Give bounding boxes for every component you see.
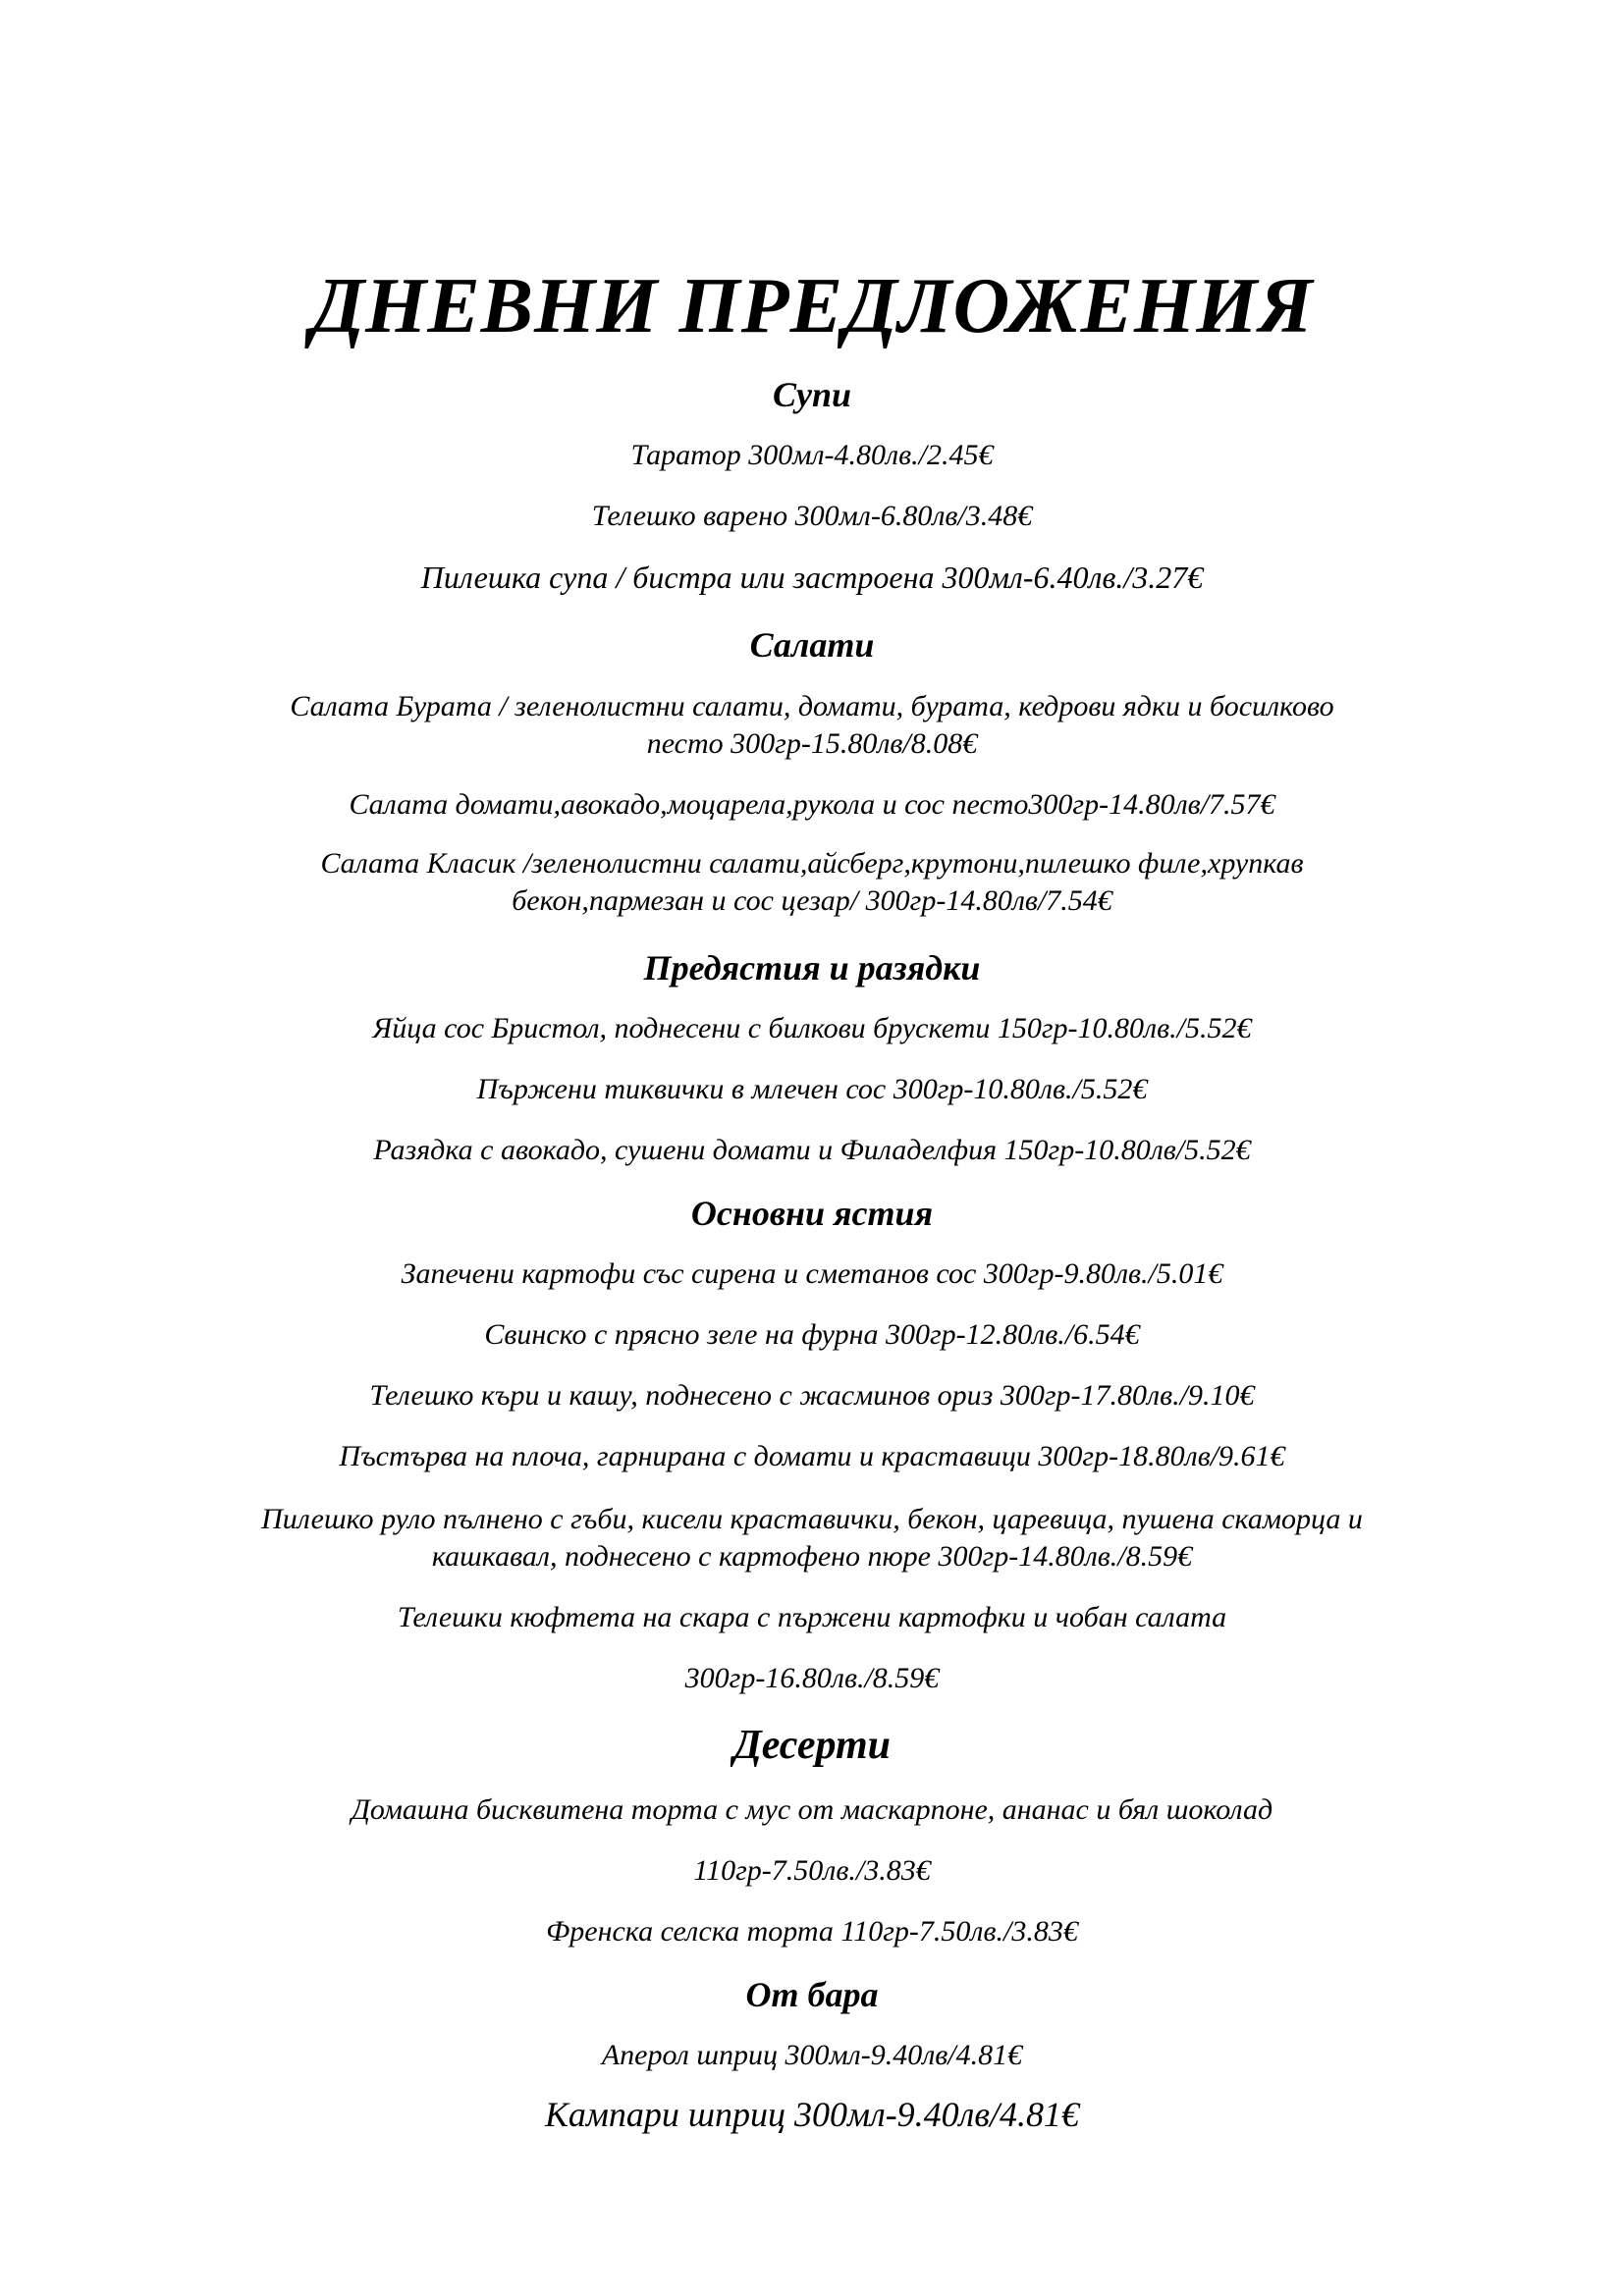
menu-item: кашкавал, поднесено с картофено пюре 300гр-14.80лв./8.59€ [431, 1540, 1193, 1573]
page-title: ДНЕВНИ ПРЕДЛОЖЕНИЯ [310, 263, 1314, 349]
menu-item: 300гр-16.80лв./8.59€ [684, 1662, 940, 1694]
menu-item: Телешко варено 300мл-6.80лв/3.48€ [591, 500, 1033, 532]
menu-item: Пилешка супа / бистра или застроена 300мл-6.40лв./3.27€ [420, 560, 1204, 595]
menu-item: Домашна бисквитена торта с мус от маскарпоне, ананас и бял шоколад [351, 1793, 1273, 1826]
menu-item: Салата Бурата / зеленолистни салати, домати, бурата, кедрови ядки и босилково [290, 690, 1334, 722]
menu-item: Салата домати,авокадо,моцарела,рукола и сос песто300гр-14.80лв/7.57€ [349, 788, 1275, 821]
section-heading-bar: От бара [745, 1975, 879, 2014]
menu-item: Телешко къри и кашу, поднесено с жасминов ориз 300гр-17.80лв./9.10€ [369, 1379, 1255, 1412]
section-heading-starters: Предястия и разядки [643, 948, 981, 988]
menu-item: Кампари шприц 300мл-9.40лв/4.81€ [544, 2095, 1080, 2134]
menu-item: Аперол шприц 300мл-9.40лв/4.81€ [601, 2039, 1023, 2071]
menu-item: Пъстърва на плоча, гарнирана с домати и краставици 300гр-18.80лв/9.61€ [339, 1440, 1285, 1472]
section-heading-salads: Салати [749, 625, 875, 665]
menu-item: Пържени тиквички в млечен сос 300гр-10.80лв./5.52€ [476, 1073, 1148, 1105]
section-heading-desserts: Десерти [733, 1723, 891, 1768]
menu-item: Телешки кюфтета на скара с пържени картофки и чобан салата [397, 1601, 1227, 1633]
menu-item: Пилешко руло пълнено с гъби, кисели краставички, бекон, царевица, пушена скаморца и [261, 1503, 1363, 1535]
menu-item: 110гр-7.50лв./3.83€ [693, 1854, 931, 1887]
menu-item: Свинско с прясно зеле на фурна 300гр-12.80лв./6.54€ [484, 1318, 1140, 1351]
menu-item: песто 300гр-15.80лв/8.08€ [646, 727, 978, 760]
menu-item: Таратор 300мл-4.80лв./2.45€ [630, 439, 994, 471]
menu-item: Разядка с авокадо, сушени домати и Филаделфия 150гр-10.80лв/5.52€ [373, 1134, 1251, 1166]
section-heading-soups: Супи [772, 375, 852, 414]
section-heading-mains: Основни ястия [690, 1194, 934, 1233]
menu-item: Яйца сос Бристол, поднесени с билкови брускети 150гр-10.80лв./5.52€ [372, 1012, 1252, 1044]
menu-item: Запечени картофи със сирена и сметанов сос 300гр-9.80лв./5.01€ [401, 1257, 1223, 1290]
menu-item: бекон,пармезан и сос цезар/ 300гр-14.80лв/7.54€ [512, 884, 1112, 917]
menu-item: Салата Класик /зеленолистни салати,айсберг,крутони,пилешко филе,хрупкав [320, 847, 1304, 880]
menu-item: Френска селска торта 110гр-7.50лв./3.83€ [546, 1915, 1078, 1948]
